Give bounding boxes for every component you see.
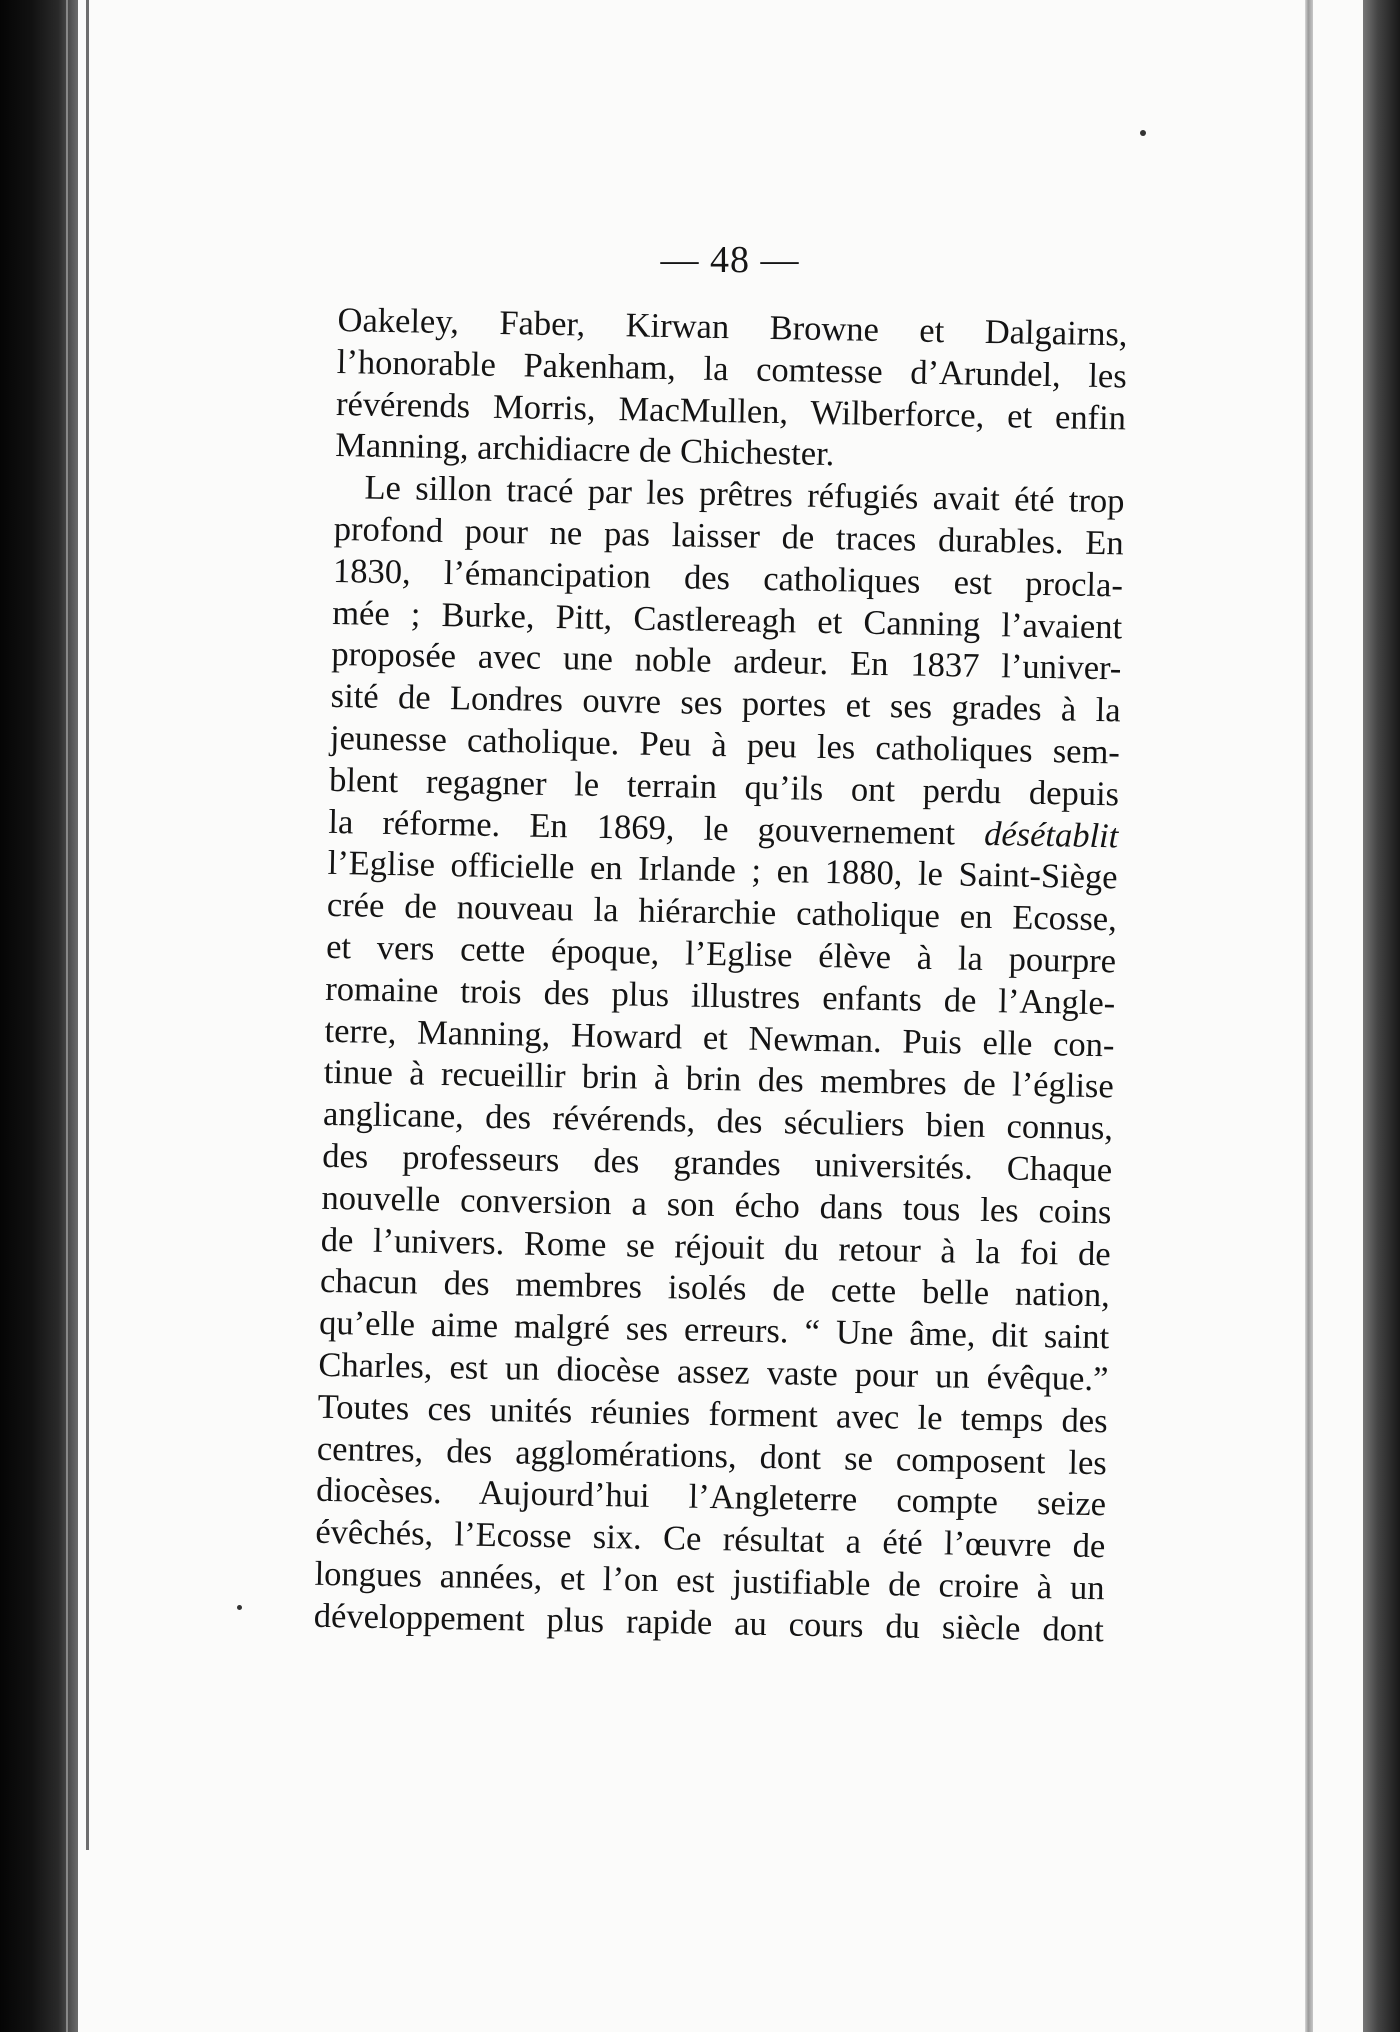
text-line: centres, des agglomérations, dont se composent les bbox=[316, 1429, 1108, 1482]
page-margin-rule bbox=[86, 0, 89, 1850]
text-line: l’honorable Pakenham, la comtesse d’Arundel, les bbox=[336, 342, 1128, 396]
text-line: Manning, archidiacre de Chichester. bbox=[334, 426, 835, 474]
scan-speck bbox=[1140, 130, 1146, 136]
text-line: jeunesse catholique. Peu à peu les catholiques sem- bbox=[329, 718, 1121, 772]
next-page-edge bbox=[1305, 0, 1313, 2032]
page-number: — 48 — bbox=[660, 239, 800, 281]
body-text bbox=[313, 300, 1127, 1652]
text-line: chacun des membres isolés de cette belle nation, bbox=[319, 1262, 1111, 1315]
text-line: révérends Morris, MacMullen, Wilberforce, et enfin bbox=[335, 384, 1127, 438]
text-line: de l’univers. Rome se réjouit du retour à la foi de bbox=[320, 1220, 1111, 1273]
text-line: sité de Londres ouvre ses portes et ses grades à la bbox=[330, 677, 1121, 730]
text-line: anglicane, des révérends, des séculiers bien connus, bbox=[322, 1095, 1114, 1148]
text-line: longues années, et l’on est justifiable de croire à un bbox=[314, 1554, 1105, 1608]
text-line: proposée avec une noble ardeur. En 1837 l’univer- bbox=[331, 635, 1122, 688]
text-line: Oakeley, Faber, Kirwan Browne et Dalgairns, bbox=[337, 300, 1128, 354]
text-line: évêchés, l’Ecosse six. Ce résultat a été l’œuvre de bbox=[315, 1512, 1106, 1566]
text-line: Charles, est un diocèse assez vaste pour un évêque.” bbox=[318, 1345, 1109, 1399]
text-line: 1830, l’émancipation des catholiques est procla- bbox=[332, 551, 1124, 605]
text-line: terre, Manning, Howard et Newman. Puis elle con- bbox=[324, 1011, 1115, 1064]
text-line: romaine trois des plus illustres enfants de l’Angle- bbox=[325, 969, 1116, 1023]
text-line: qu’elle aime malgré ses erreurs. “ Une âme, dit saint bbox=[318, 1303, 1110, 1357]
text-line: mée ; Burke, Pitt, Castlereagh et Canning l’avaient bbox=[331, 593, 1123, 646]
text-line: des professeurs des grandes universités. Chaque bbox=[321, 1136, 1113, 1190]
book-spine-shadow bbox=[0, 0, 78, 2032]
text-line: et vers cette époque, l’Eglise élève à la pourpre bbox=[325, 927, 1117, 981]
text-line: Toutes ces unités réunies forment avec le temps des bbox=[317, 1387, 1108, 1441]
text-line: diocèses. Aujourd’hui l’Angleterre compte seize bbox=[315, 1471, 1107, 1524]
text-line: profond pour ne pas laisser de traces durables. En bbox=[333, 509, 1125, 563]
text-line: crée de nouveau la hiérarchie catholique en Ecosse, bbox=[326, 886, 1118, 939]
text-line: l’Eglise officielle en Irlande ; en 1880, le Saint-Siège bbox=[327, 844, 1118, 897]
text-line: tinue à recueillir brin à brin des membres de l’église bbox=[323, 1053, 1115, 1106]
text-segment: la réforme. En 1869, le gouvernement bbox=[328, 802, 956, 852]
scan-speck bbox=[237, 1605, 242, 1610]
italic-word: désétablit bbox=[983, 814, 1119, 855]
text-line: Le sillon tracé par les prêtres réfugiés avait été trop bbox=[364, 468, 1125, 521]
text-line: blent regagner le terrain qu’ils ont perdu depuis bbox=[328, 760, 1120, 814]
text-line: nouvelle conversion a son écho dans tous les coins bbox=[321, 1178, 1112, 1232]
book-edge-shadow bbox=[1363, 0, 1400, 2032]
text-line: développement plus rapide au cours du siècle dont bbox=[313, 1596, 1105, 1649]
